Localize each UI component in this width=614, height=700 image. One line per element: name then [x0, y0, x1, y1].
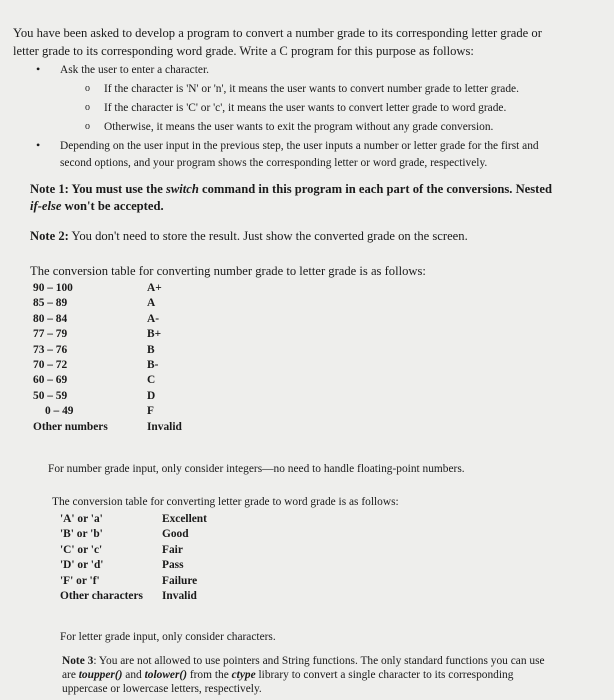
table-cell-value: Invalid — [147, 420, 182, 433]
table-row — [0, 420, 614, 435]
table-cell-value: B — [147, 343, 155, 356]
table-row — [0, 589, 614, 604]
table-row — [0, 543, 614, 558]
table-row — [0, 404, 614, 419]
table-row — [0, 527, 614, 542]
table-row — [0, 312, 614, 327]
table-cell-key: 80 – 84 — [33, 312, 68, 325]
sub-bullet-2-text: If the character is 'C' or 'c', it means the user wants to convert letter grade to word grade. — [104, 102, 507, 114]
table-cell-value: B- — [147, 358, 159, 371]
bullet-2-line-1: Depending on the user input in the previous step, the user inputs a number or letter grade for the first and — [60, 140, 539, 152]
table-row — [0, 296, 614, 311]
table-row — [0, 343, 614, 358]
bullet-dot: • — [36, 138, 41, 152]
note-2: Note 2: You don't need to store the result. Just show the converted grade on the screen. — [30, 229, 468, 243]
table-cell-key: 70 – 72 — [33, 358, 68, 371]
table-row — [0, 512, 614, 527]
letter-to-word-table — [0, 512, 614, 604]
table-cell-key: 'C' or 'c' — [60, 543, 103, 556]
table-row — [0, 327, 614, 342]
table-row — [0, 373, 614, 388]
table-2-caption: The conversion table for converting letter grade to word grade is as follows: — [52, 496, 399, 508]
table-1-caption: The conversion table for converting number grade to letter grade is as follows: — [30, 264, 426, 278]
table-cell-key: Other characters — [60, 589, 143, 602]
table-cell-value: A — [147, 297, 156, 310]
table-row — [0, 389, 614, 404]
bullet-dot: • — [36, 62, 41, 76]
intro-line-2: letter grade to its corresponding word grade. Write a C program for this purpose as follows: — [13, 44, 474, 58]
table-cell-value: Good — [162, 528, 189, 541]
note-3-line-1: Note 3: You are not allowed to use pointers and String functions. The only standard functions you can use — [62, 655, 545, 667]
note-1-line-1: Note 1: You must use the switch command in this program in each part of the conversions. Nested — [30, 182, 552, 196]
number-to-letter-table — [0, 281, 614, 435]
table-cell-value: Pass — [162, 559, 184, 572]
table-row — [0, 558, 614, 573]
table-1-footnote: For number grade input, only consider integers—no need to handle floating-point numbers. — [48, 463, 465, 475]
sub-bullet-circle: o — [85, 83, 90, 94]
note-3-line-3: uppercase or lowercase letters, respectively. — [62, 683, 262, 695]
table-cell-value: Excellent — [162, 513, 207, 525]
table-cell-key: 'A' or 'a' — [60, 513, 103, 525]
table-cell-key: 73 – 76 — [33, 343, 68, 356]
table-cell-value: Failure — [162, 574, 198, 587]
sub-bullet-3-text: Otherwise, it means the user wants to exit the program without any grade conversion. — [104, 121, 494, 133]
table-cell-key: 50 – 59 — [33, 389, 68, 402]
table-cell-key: 'F' or 'f' — [60, 574, 100, 587]
table-row — [0, 281, 614, 296]
table-cell-key: 'B' or 'b' — [60, 528, 103, 541]
table-cell-key: 77 – 79 — [33, 328, 68, 341]
table-cell-value: C — [147, 374, 156, 387]
table-cell-value: Invalid — [162, 589, 197, 602]
sub-bullet-circle: o — [85, 121, 90, 132]
table-cell-value: D — [147, 389, 156, 402]
table-cell-value: A+ — [147, 282, 162, 294]
table-cell-key: Other numbers — [33, 420, 108, 433]
table-cell-key: 0 – 49 — [45, 405, 74, 418]
intro-line-1: You have been asked to develop a program to convert a number grade to its corresponding letter grade or — [13, 26, 542, 40]
table-cell-key: 90 – 100 — [33, 282, 73, 294]
bullet-1-text: Ask the user to enter a character. — [60, 64, 209, 76]
table-row — [0, 358, 614, 373]
sub-bullet-circle: o — [85, 102, 90, 113]
bullet-2-line-2: second options, and your program shows the corresponding letter or word grade, respectively. — [60, 157, 488, 169]
table-cell-value: F — [147, 405, 154, 418]
table-cell-key: 'D' or 'd' — [60, 559, 104, 572]
table-cell-value: B+ — [147, 328, 162, 341]
note-3-line-2: are toupper() and tolower() from the ctype library to convert a single character to its corresponding — [62, 669, 514, 681]
table-cell-value: A- — [147, 312, 160, 325]
table-2-footnote: For letter grade input, only consider characters. — [60, 631, 276, 643]
table-cell-value: Fair — [162, 543, 183, 556]
table-cell-key: 85 – 89 — [33, 297, 68, 310]
table-cell-key: 60 – 69 — [33, 374, 68, 387]
table-row — [0, 574, 614, 589]
sub-bullet-1-text: If the character is 'N' or 'n', it means the user wants to convert number grade to letter grade. — [104, 83, 519, 95]
note-1-line-2: if-else won't be accepted. — [30, 199, 164, 213]
